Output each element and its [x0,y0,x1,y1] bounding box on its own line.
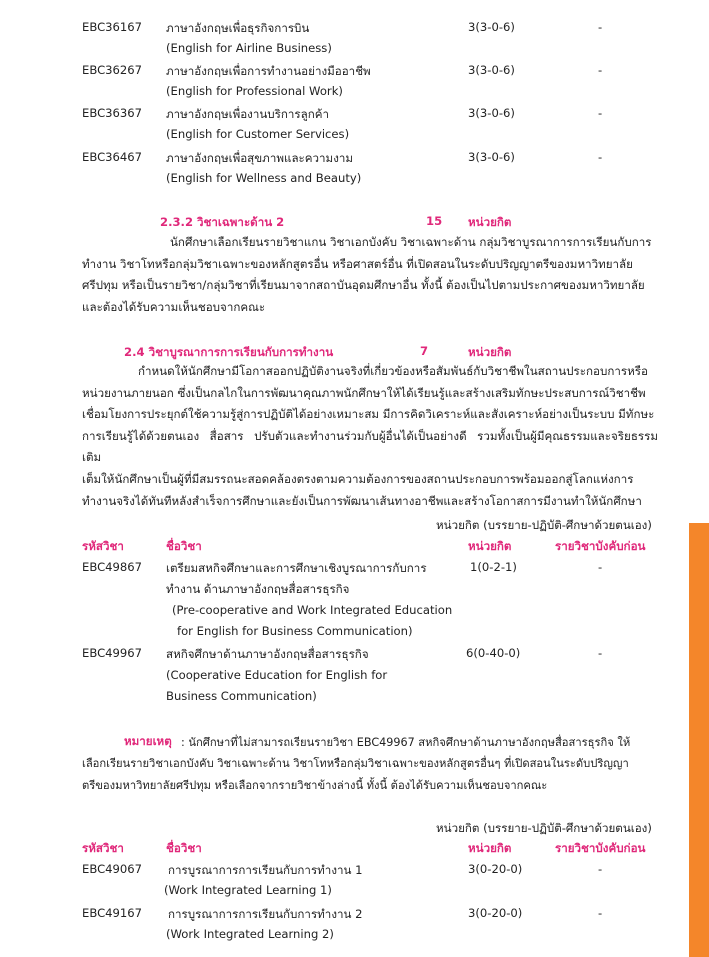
chapter-tab-decoration [689,523,709,957]
course-name-line: เตรียมสหกิจศึกษาและการศึกษาเชิงบูรณาการกับการ [166,561,427,575]
course-code: EBC36467 [82,150,143,164]
course-name-line: ทำงาน ด้านภาษาอังกฤษสื่อสารธุรกิจ [166,582,350,596]
course-name-line: (Pre-cooperative and Work Integrated Education [172,603,453,617]
paragraph-line: เชื่อมโยงการประยุกต์ใช้ความรู้สู่การปฏิบัติได้อย่างเหมาะสม มีการคิดวิเคราะห์และสังเคราะห์อย่างเป็นระบบ มีทักษะ [82,407,655,422]
course-credit: 3(3-0-6) [468,63,515,77]
course-name-en: (English for Airline Business) [166,41,332,55]
paragraph-line: ศรีปทุม หรือเป็นรายวิชา/กลุ่มวิชาที่เรียนมาจากสถาบันอุดมศึกษาอื่น ทั้งนี้ ต้องเป็นไปตามประกาศของมหาวิทยาลัย [82,278,645,293]
credit-note: หน่วยกิต (บรรยาย-ปฏิบัติ-ศึกษาด้วยตนเอง) [436,821,652,835]
section-232-title: 2.3.2 วิชาเฉพาะด้าน 2 [160,215,285,229]
section-24-title: 2.4 วิชาบูรณาการการเรียนกับการทำงาน [124,345,334,359]
header-credit: หน่วยกิต [468,539,512,553]
course-code: EBC49867 [82,560,143,574]
paragraph-line: กำหนดให้นักศึกษามีโอกาสออกปฏิบัติงานจริงที่เกี่ยวข้องหรือสัมพันธ์กับวิชาชีพในสถานประกอบการหรือ [138,364,648,378]
section-24-credits: 7 [420,344,429,358]
course-name-en: (Work Integrated Learning 1) [164,883,332,897]
section-24-paragraph [82,361,658,512]
paragraph-line: เต็มให้นักศึกษาเป็นผู้ที่มีสมรรถนะสอดคล้องตรงตามความต้องการของสถานประกอบการพร้อมออกสู่โลกแห่งการ [82,471,634,486]
course-prereq: - [598,63,603,77]
course-name-th: ภาษาอังกฤษเพื่อสุขภาพและความงาม [166,151,354,165]
course-code: EBC36267 [82,63,143,77]
course-code: EBC49067 [82,862,143,876]
course-prereq: - [598,560,603,574]
course-prereq: - [598,20,603,34]
paragraph-line: ทำงาน วิชาโทหรือกลุ่มวิชาเฉพาะของหลักสูตรอื่น หรือศาสตร์อื่น ที่เปิดสอนในระดับปริญญาตรีของมหาวิทยาลัย [82,256,633,271]
course-credit: 3(0-20-0) [468,862,523,876]
course-prereq: - [598,150,603,164]
course-name-line: Business Communication) [166,689,317,703]
header-prereq: รายวิชาบังคับก่อน [555,539,646,553]
course-code: EBC36167 [82,20,143,34]
course-code: EBC49967 [82,646,143,660]
course-credit: 1(0-2-1) [470,560,517,574]
header-credit: หน่วยกิต [468,841,512,855]
course-name-line: สหกิจศึกษาด้านภาษาอังกฤษสื่อสารธุรกิจ [166,647,369,661]
paragraph-line: นักศึกษาเลือกเรียนรายวิชาแกน วิชาเอกบังคับ วิชาเฉพาะด้าน กลุ่มวิชาบูรณาการการเรียนกับการ [170,235,652,249]
course-credit: 3(3-0-6) [468,20,515,34]
course-credit: 3(3-0-6) [468,150,515,164]
course-code: EBC49167 [82,906,143,920]
course-prereq: - [598,646,603,660]
course-name-en: (English for Professional Work) [166,84,343,98]
paragraph-line: หน่วยงานภายนอก ซึ่งเป็นกลไกในการพัฒนาคุณภาพนักศึกษาให้ได้เรียนรู้และสร้างเสริมทักษะประสบการณ์วิชาชีพ [82,385,646,400]
course-credit: 3(3-0-6) [468,106,515,120]
course-code: EBC36367 [82,106,143,120]
course-name-en: (Work Integrated Learning 2) [166,927,334,941]
course-name-th: ภาษาอังกฤษเพื่อการทำงานอย่างมืออาชีพ [166,64,371,78]
course-credit: 3(0-20-0) [468,906,523,920]
course-prereq: - [598,862,603,876]
note-line: : นักศึกษาที่ไม่สามารถเรียนรายวิชา EBC49967 สหกิจศึกษาด้านภาษาอังกฤษสื่อสารธุรกิจ ให้ [181,736,631,749]
note-line: ตรีของมหาวิทยาลัยศรีปทุม หรือเลือกจากรายวิชาข้างล่างนี้ ทั้งนี้ ต้องได้รับความเห็นชอบจากคณะ [82,779,548,792]
note-line: เลือกเรียนรายวิชาเอกบังคับ วิชาเฉพาะด้าน วิชาโทหรือกลุ่มวิชาเฉพาะของหลักสูตรอื่นๆ ที่เปิดสอนในระดับปริญญา [82,757,629,770]
section-232-paragraph [82,232,658,318]
header-name: ชื่อวิชา [166,539,202,553]
section-232-credits: 15 [426,214,443,228]
header-code: รหัสวิชา [82,841,124,855]
course-prereq: - [598,106,603,120]
course-name-line: for English for Business Communication) [177,624,413,638]
note-label: หมายเหตุ [124,734,172,748]
course-name-th: ภาษาอังกฤษเพื่อธุรกิจการบิน [166,21,310,35]
header-name: ชื่อวิชา [166,841,202,855]
course-name-en: (English for Wellness and Beauty) [166,171,362,185]
section-232-unit: หน่วยกิต [468,215,512,229]
course-name-line: (Cooperative Education for English for [166,668,388,682]
header-code: รหัสวิชา [82,539,124,553]
course-prereq: - [598,906,603,920]
course-credit: 6(0-40-0) [466,646,521,660]
paragraph-line: การเรียนรู้ได้ด้วยตนเอง สื่อสาร ปรับตัวและทำงานร่วมกับผู้อื่นได้เป็นอย่างดี รวมทั้งเป็นผู้มีคุณธรรมและจริยธรรม เติม [82,428,658,465]
course-name-th: ภาษาอังกฤษเพื่องานบริการลูกค้า [166,107,330,121]
credit-note: หน่วยกิต (บรรยาย-ปฏิบัติ-ศึกษาด้วยตนเอง) [436,518,652,532]
paragraph-line: ทำงานจริงได้ทันทีหลังสำเร็จการศึกษาและยังเป็นการพัฒนาเส้นทางอาชีพและสร้างโอกาสการมีงานทำให้นักศึกษา [82,493,642,508]
header-prereq: รายวิชาบังคับก่อน [555,841,646,855]
paragraph-line: และต้องได้รับความเห็นชอบจากคณะ [82,299,266,314]
course-name-en: (English for Customer Services) [166,127,350,141]
course-name-th: การบูรณาการการเรียนกับการทำงาน 1 [168,863,363,877]
course-name-th: การบูรณาการการเรียนกับการทำงาน 2 [168,907,363,921]
section-24-unit: หน่วยกิต [468,345,512,359]
